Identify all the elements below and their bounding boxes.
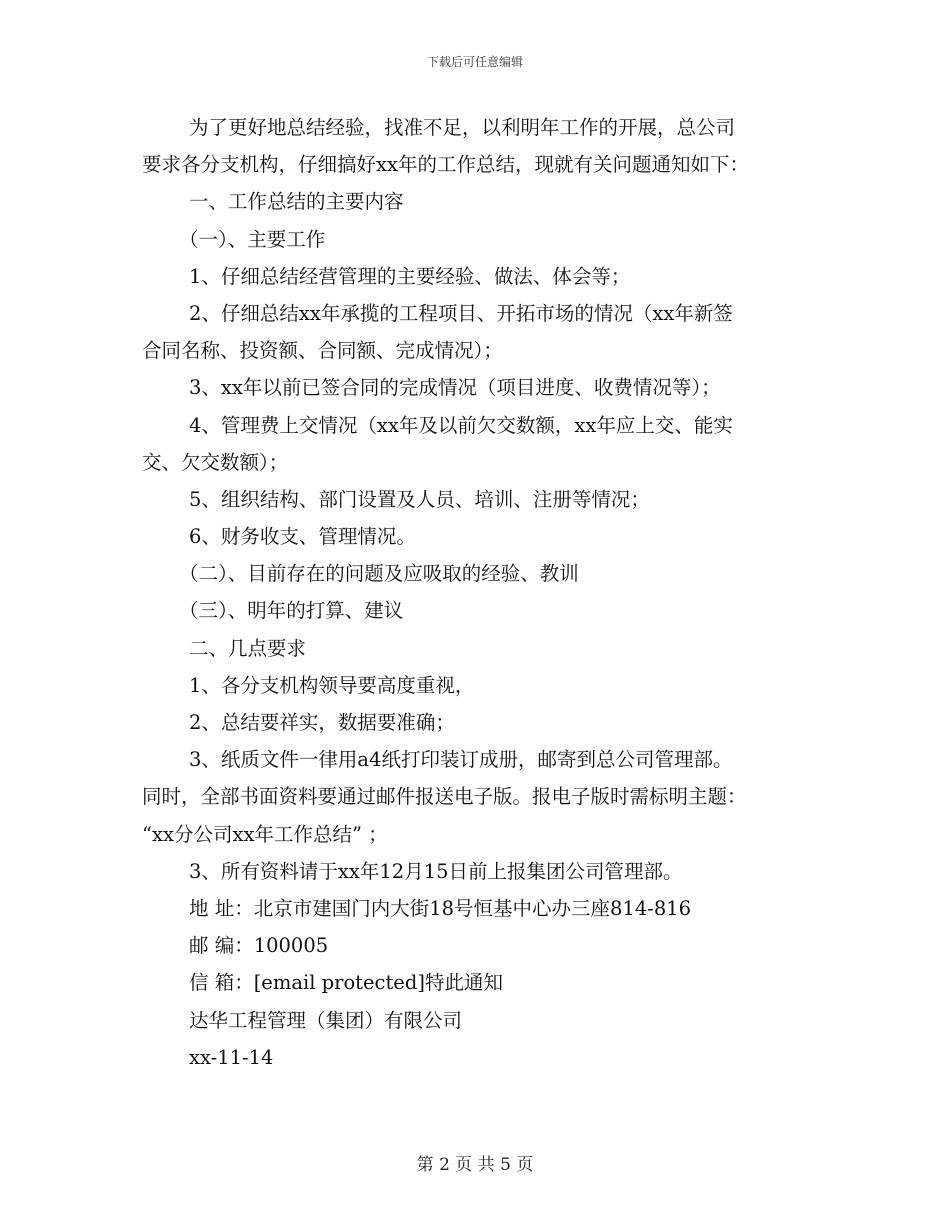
subsection-heading: （一）、主要工作 [179, 227, 326, 251]
list-item: 1、各分支机构领导要高度重视， [189, 673, 475, 697]
list-item-continuation: 合同名称、投资额、合同额、完成情况）； [142, 339, 503, 363]
subsection-heading: （二）、目前存在的问题及应吸取的经验、教训 [179, 562, 579, 586]
signature-date: xx-11-14 [189, 1045, 274, 1069]
list-item: 2、总结要祥实，数据要准确； [189, 711, 455, 734]
page-number: 第 2 页 共 5 页 [416, 1155, 534, 1175]
list-item-continuation: “xx分公司xx年工作总结” ； [142, 822, 388, 846]
signature-company: 达华工程管理（集团）有限公司 [189, 1008, 463, 1032]
list-item: 3、所有资料请于xx年12月15日前上报集团公司管理部。 [189, 859, 683, 883]
page-header-note: 下载后可任意编辑 [426, 55, 523, 69]
section-heading: 二、几点要求 [189, 636, 307, 660]
list-item-continuation: 交、欠交数额）； [142, 450, 289, 474]
list-item-continuation: 同时，全部书面资料要通过邮件报送电子版。报电子版时需标明主题： [142, 785, 747, 809]
contact-email: 信 箱：[email protected]特此通知 [189, 971, 503, 995]
list-item: 2、仔细总结xx年承揽的工程项目、开拓市场的情况（xx年新签 [189, 301, 733, 325]
body-line: 要求各分支机构，仔细搞好xx年的工作总结，现就有关问题通知如下： [142, 153, 749, 177]
section-heading: 一、工作总结的主要内容 [189, 190, 404, 214]
list-item: 6、财务收支、管理情况。 [189, 525, 416, 549]
subsection-heading: （三）、明年的打算、建议 [179, 599, 404, 623]
document-body [142, 109, 812, 1076]
body-line: 为了更好地总结经验，找准不足，以利明年工作的开展，总公司 [189, 116, 736, 139]
list-item: 3、xx年以前已签合同的完成情况（项目进度、收费情况等）； [189, 376, 721, 400]
list-item: 1、仔细总结经营管理的主要经验、做法、体会等； [189, 264, 631, 288]
contact-postcode: 邮 编：100005 [189, 934, 329, 958]
contact-address: 地 址：北京市建国门内大街18号恒基中心办三座814-816 [189, 896, 692, 920]
list-item: 4、管理费上交情况（xx年及以前欠交数额，xx年应上交、能实 [189, 413, 733, 437]
list-item: 3、纸质文件一律用a4纸打印装订成册，邮寄到总公司管理部。 [189, 748, 733, 772]
list-item: 5、组织结构、部门设置及人员、培训、注册等情况； [189, 487, 650, 511]
